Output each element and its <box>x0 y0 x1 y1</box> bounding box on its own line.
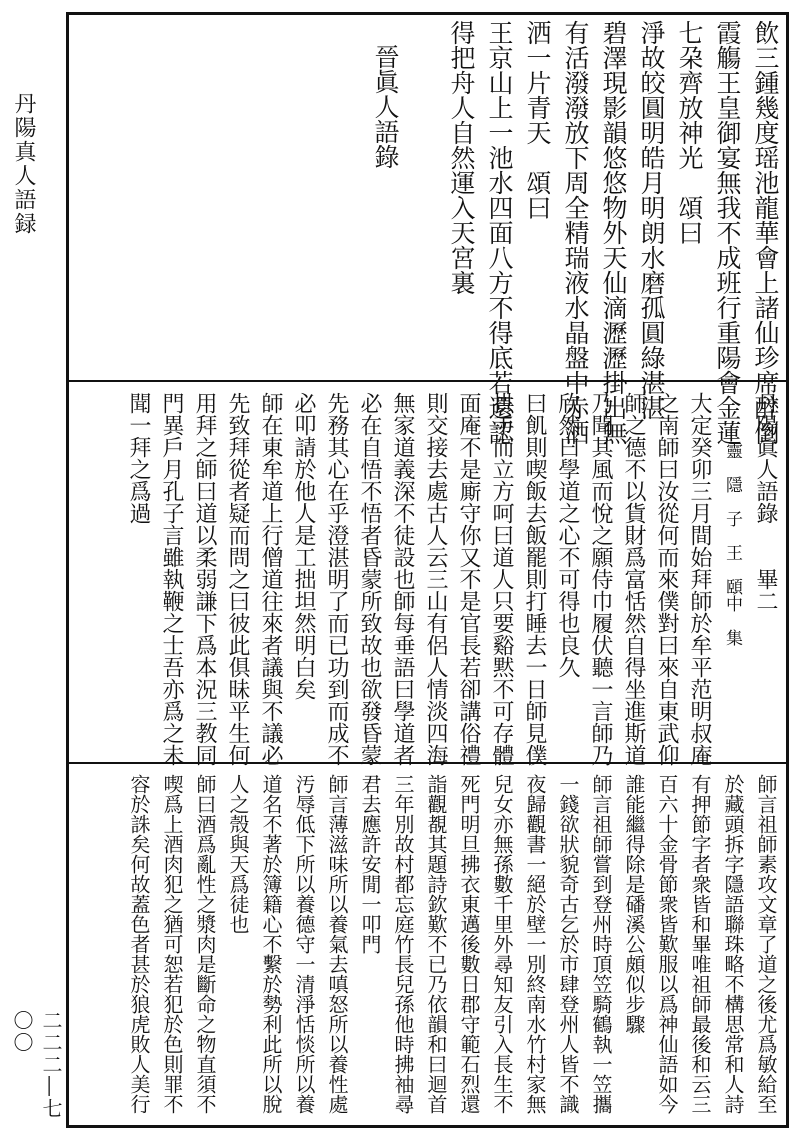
text-column: 曰飢則喫飯去飯罷則打睡去一日師見僕 <box>522 392 547 766</box>
text-column: 用拜之師曰道以柔弱謙下爲本況三教同 <box>192 392 217 766</box>
text-column: 聞一拜之爲過 <box>126 392 151 524</box>
text-column: 百六十金骨節衆皆歎服以爲神仙語如今 <box>655 774 679 1114</box>
text-column: 大定癸卯三月間始拜師於牟平范明叔庵 <box>687 392 712 766</box>
text-column: 師在東牟道上行僧道往來者議與不議必 <box>258 392 283 766</box>
text-column: 得把舟人自然運入天宮裏 <box>447 20 476 295</box>
text-column: 有活潑潑放下周全精瑞液水晶盤中赤洒 <box>561 20 590 445</box>
text-column: 七朶齊放神光 頌曰 <box>675 20 704 245</box>
text-column: 師言薄滋味所以養氣去嗔怒所以養性處 <box>325 774 349 1114</box>
text-column: 師之德不以貨財爲富恬然自得坐進斯道 <box>621 392 646 766</box>
text-column: 喫爲上酒肉犯之猶可恕若犯於色則罪不 <box>160 774 184 1114</box>
text-column: 欣然曰學道之心不可得也良久 <box>555 392 580 678</box>
text-column: 先務其心在乎澄湛明了而已功到而成不 <box>324 392 349 766</box>
text-column: 之南師曰汝從何而來僕對曰來自東武仰 <box>654 392 679 766</box>
page-number-margin: 二二二―七〇〇 <box>10 1010 63 1120</box>
text-column: 門異戶月孔子言雖執鞭之士吾亦爲之未 <box>159 392 184 766</box>
text-band-3 <box>76 774 782 1122</box>
text-column: 碧澤現影韻悠悠物外天仙滴瀝瀝掛出無 <box>599 20 628 445</box>
text-column: 人之殼與天爲徒也 <box>226 774 250 934</box>
text-column: 君去應許安閒一叩門 <box>358 774 382 954</box>
text-column: 容於誅矣何故蓋色者甚於狼虎敗人美行 <box>127 774 151 1114</box>
text-column: 師曰酒爲亂性之漿肉是斷命之物直須不 <box>193 774 217 1114</box>
text-band-1 <box>76 20 782 445</box>
text-column: 汚辱低下所以養德守一清淨恬惔所以養 <box>292 774 316 1114</box>
text-column: 飲三鍾幾度瑶池龍華會上諸仙珍席醉倒 <box>751 20 780 445</box>
text-column: 洒一片青天 頌曰 <box>523 20 552 220</box>
section-heading: 晉眞人語錄 <box>371 44 400 169</box>
text-column: 乃聞其風而悅之願侍巾履伏聽一言師乃 <box>588 392 613 766</box>
text-column: 必在自悟不悟者昏蒙所致故也欲發昏蒙 <box>357 392 382 766</box>
text-column: 師言祖師素攻文章了道之後尤爲敏給至 <box>754 774 778 1114</box>
band-divider-1 <box>66 380 789 382</box>
text-column: 無家道義深不徒設也師每垂語曰學道者 <box>390 392 415 766</box>
text-column: 夜歸觀書一絕於壁一別終南水竹村家無 <box>523 774 547 1114</box>
text-column: 一錢欲狀貌奇古乞於市肆登州人皆不識 <box>556 774 580 1114</box>
text-column: 於藏頭拆字隱語聯珠略不構思常和人詩 <box>721 774 745 1114</box>
text-column: 道名不著於簿籍心不繫於勢利此所以脫 <box>259 774 283 1114</box>
text-column: 拱手而立方呵曰道人只要谿黙不可存體 <box>489 392 514 766</box>
text-column: 則交接去處古人云三山有侶人情淡四海 <box>423 392 448 766</box>
text-column: 先致拜從者疑而問之曰彼此俱昧平生何 <box>225 392 250 766</box>
text-column: 面庵不是廝守你又不是官長若卻講俗禮 <box>456 392 481 766</box>
compiler-credit: 靈 隱 子 王 頤中 集 <box>722 442 742 646</box>
book-title-margin: 丹陽真人語録 <box>11 92 36 236</box>
text-column: 師言祖師嘗到登州時頂笠騎鶴執一笠攜 <box>589 774 613 1114</box>
page-title-column: 丹陽眞人語錄 畢二 <box>753 392 778 612</box>
text-column: 淨故皎圓明皓月明朗水磨孤圓綠湛湛 <box>637 20 666 420</box>
text-column: 有押節字者衆皆和畢唯祖師最後和云三 <box>688 774 712 1114</box>
text-column: 王京山上一池水四面八方不得底若還認 <box>485 20 514 445</box>
text-column: 詣觀覩其題詩欽歎不已乃依韻和曰迴首 <box>424 774 448 1114</box>
text-band-2 <box>76 392 782 766</box>
text-column: 三年別故村都忘庭竹長兒孫他時拂袖尋 <box>391 774 415 1114</box>
text-column: 兒女亦無孫數千里外尋知友引入長生不 <box>490 774 514 1114</box>
text-column: 必叩請於他人是工拙坦然明白矣 <box>291 392 316 700</box>
text-column: 誰能繼得除是磻溪公頗似步驟 <box>622 774 646 1034</box>
text-column: 霞觴王皇御宴無我不成班行重陽會金蓮 <box>713 20 742 445</box>
text-column: 死門明旦拂衣東邁後數日郡守範石烈還 <box>457 774 481 1114</box>
